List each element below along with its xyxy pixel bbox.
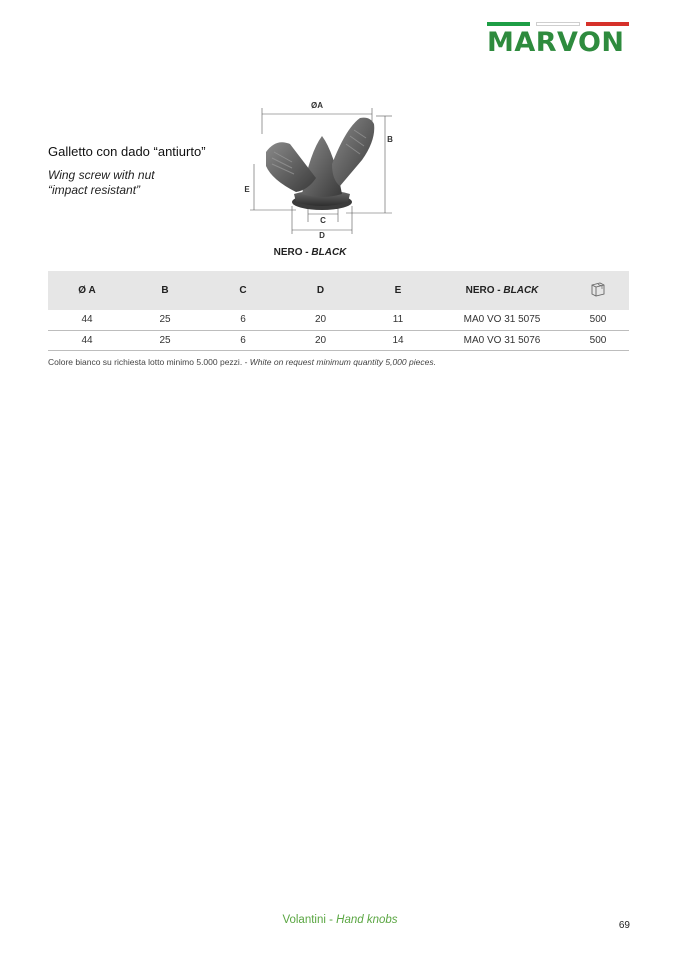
brand-name: MARVON — [487, 27, 625, 58]
footer-section-separator: - — [329, 914, 333, 926]
header-e: E — [359, 271, 437, 310]
wing-screw-drawing — [236, 94, 406, 244]
color-caption — [250, 247, 370, 258]
cell-a: 44 — [48, 310, 126, 330]
cell-code: MA0 VO 31 5076 — [437, 330, 567, 350]
cell-qty: 500 — [567, 310, 629, 330]
cell-c: 6 — [204, 310, 282, 330]
table-row — [48, 330, 629, 350]
order-note-separator: - — [244, 357, 248, 367]
product-title-italian: Galletto con dado “antiurto” — [48, 144, 206, 159]
dim-e-label: E — [244, 185, 250, 194]
dim-d-label: D — [319, 231, 325, 240]
dim-c-label: C — [320, 216, 326, 225]
dimensions-table — [48, 271, 629, 351]
header-c: C — [204, 271, 282, 310]
cell-d: 20 — [282, 330, 359, 350]
cell-e: 14 — [359, 330, 437, 350]
product-title-block — [48, 144, 238, 198]
header-code-separator: - — [497, 285, 501, 296]
footer-section-english: Hand knobs — [336, 914, 398, 926]
product-drawing — [236, 94, 406, 244]
cell-c: 6 — [204, 330, 282, 350]
color-caption-separator: - — [305, 247, 309, 258]
flag-stripe-white — [536, 22, 581, 26]
header-code-italian: NERO — [465, 285, 495, 296]
dim-b-label: B — [387, 135, 393, 144]
cell-d: 20 — [282, 310, 359, 330]
header-d: D — [282, 271, 359, 310]
cell-a: 44 — [48, 330, 126, 350]
table-row — [48, 310, 629, 330]
dim-a-label: ØA — [311, 101, 323, 110]
header-b: B — [126, 271, 204, 310]
cell-qty: 500 — [567, 330, 629, 350]
product-title-english-line1: Wing screw with nut — [48, 168, 155, 182]
order-note — [48, 357, 436, 367]
flag-stripe-red — [586, 22, 629, 26]
brand-logo — [487, 22, 629, 58]
product-title-english-line2: “impact resistant” — [48, 183, 141, 197]
order-note-english: White on request minimum quantity 5,000 pieces. — [249, 357, 436, 367]
header-code — [437, 271, 567, 310]
box-icon — [590, 281, 606, 300]
color-caption-english: BLACK — [311, 247, 347, 258]
table-header-row — [48, 271, 629, 310]
header-code-english: BLACK — [503, 285, 539, 296]
flag-stripe-green — [487, 22, 530, 26]
header-pack-quantity — [567, 271, 629, 310]
order-note-italian: Colore bianco su richiesta lotto minimo 5.000 pezzi. — [48, 357, 243, 367]
product-title-english — [48, 168, 238, 198]
page-number: 69 — [618, 920, 630, 931]
footer-section-italian: Volantini — [282, 914, 326, 926]
header-diameter-a: Ø A — [48, 271, 126, 310]
cell-e: 11 — [359, 310, 437, 330]
cell-b: 25 — [126, 330, 204, 350]
footer-section-label — [240, 914, 440, 926]
cell-code: MA0 VO 31 5075 — [437, 310, 567, 330]
color-caption-italian: NERO — [273, 247, 303, 258]
cell-b: 25 — [126, 310, 204, 330]
flag-stripes — [487, 22, 629, 26]
